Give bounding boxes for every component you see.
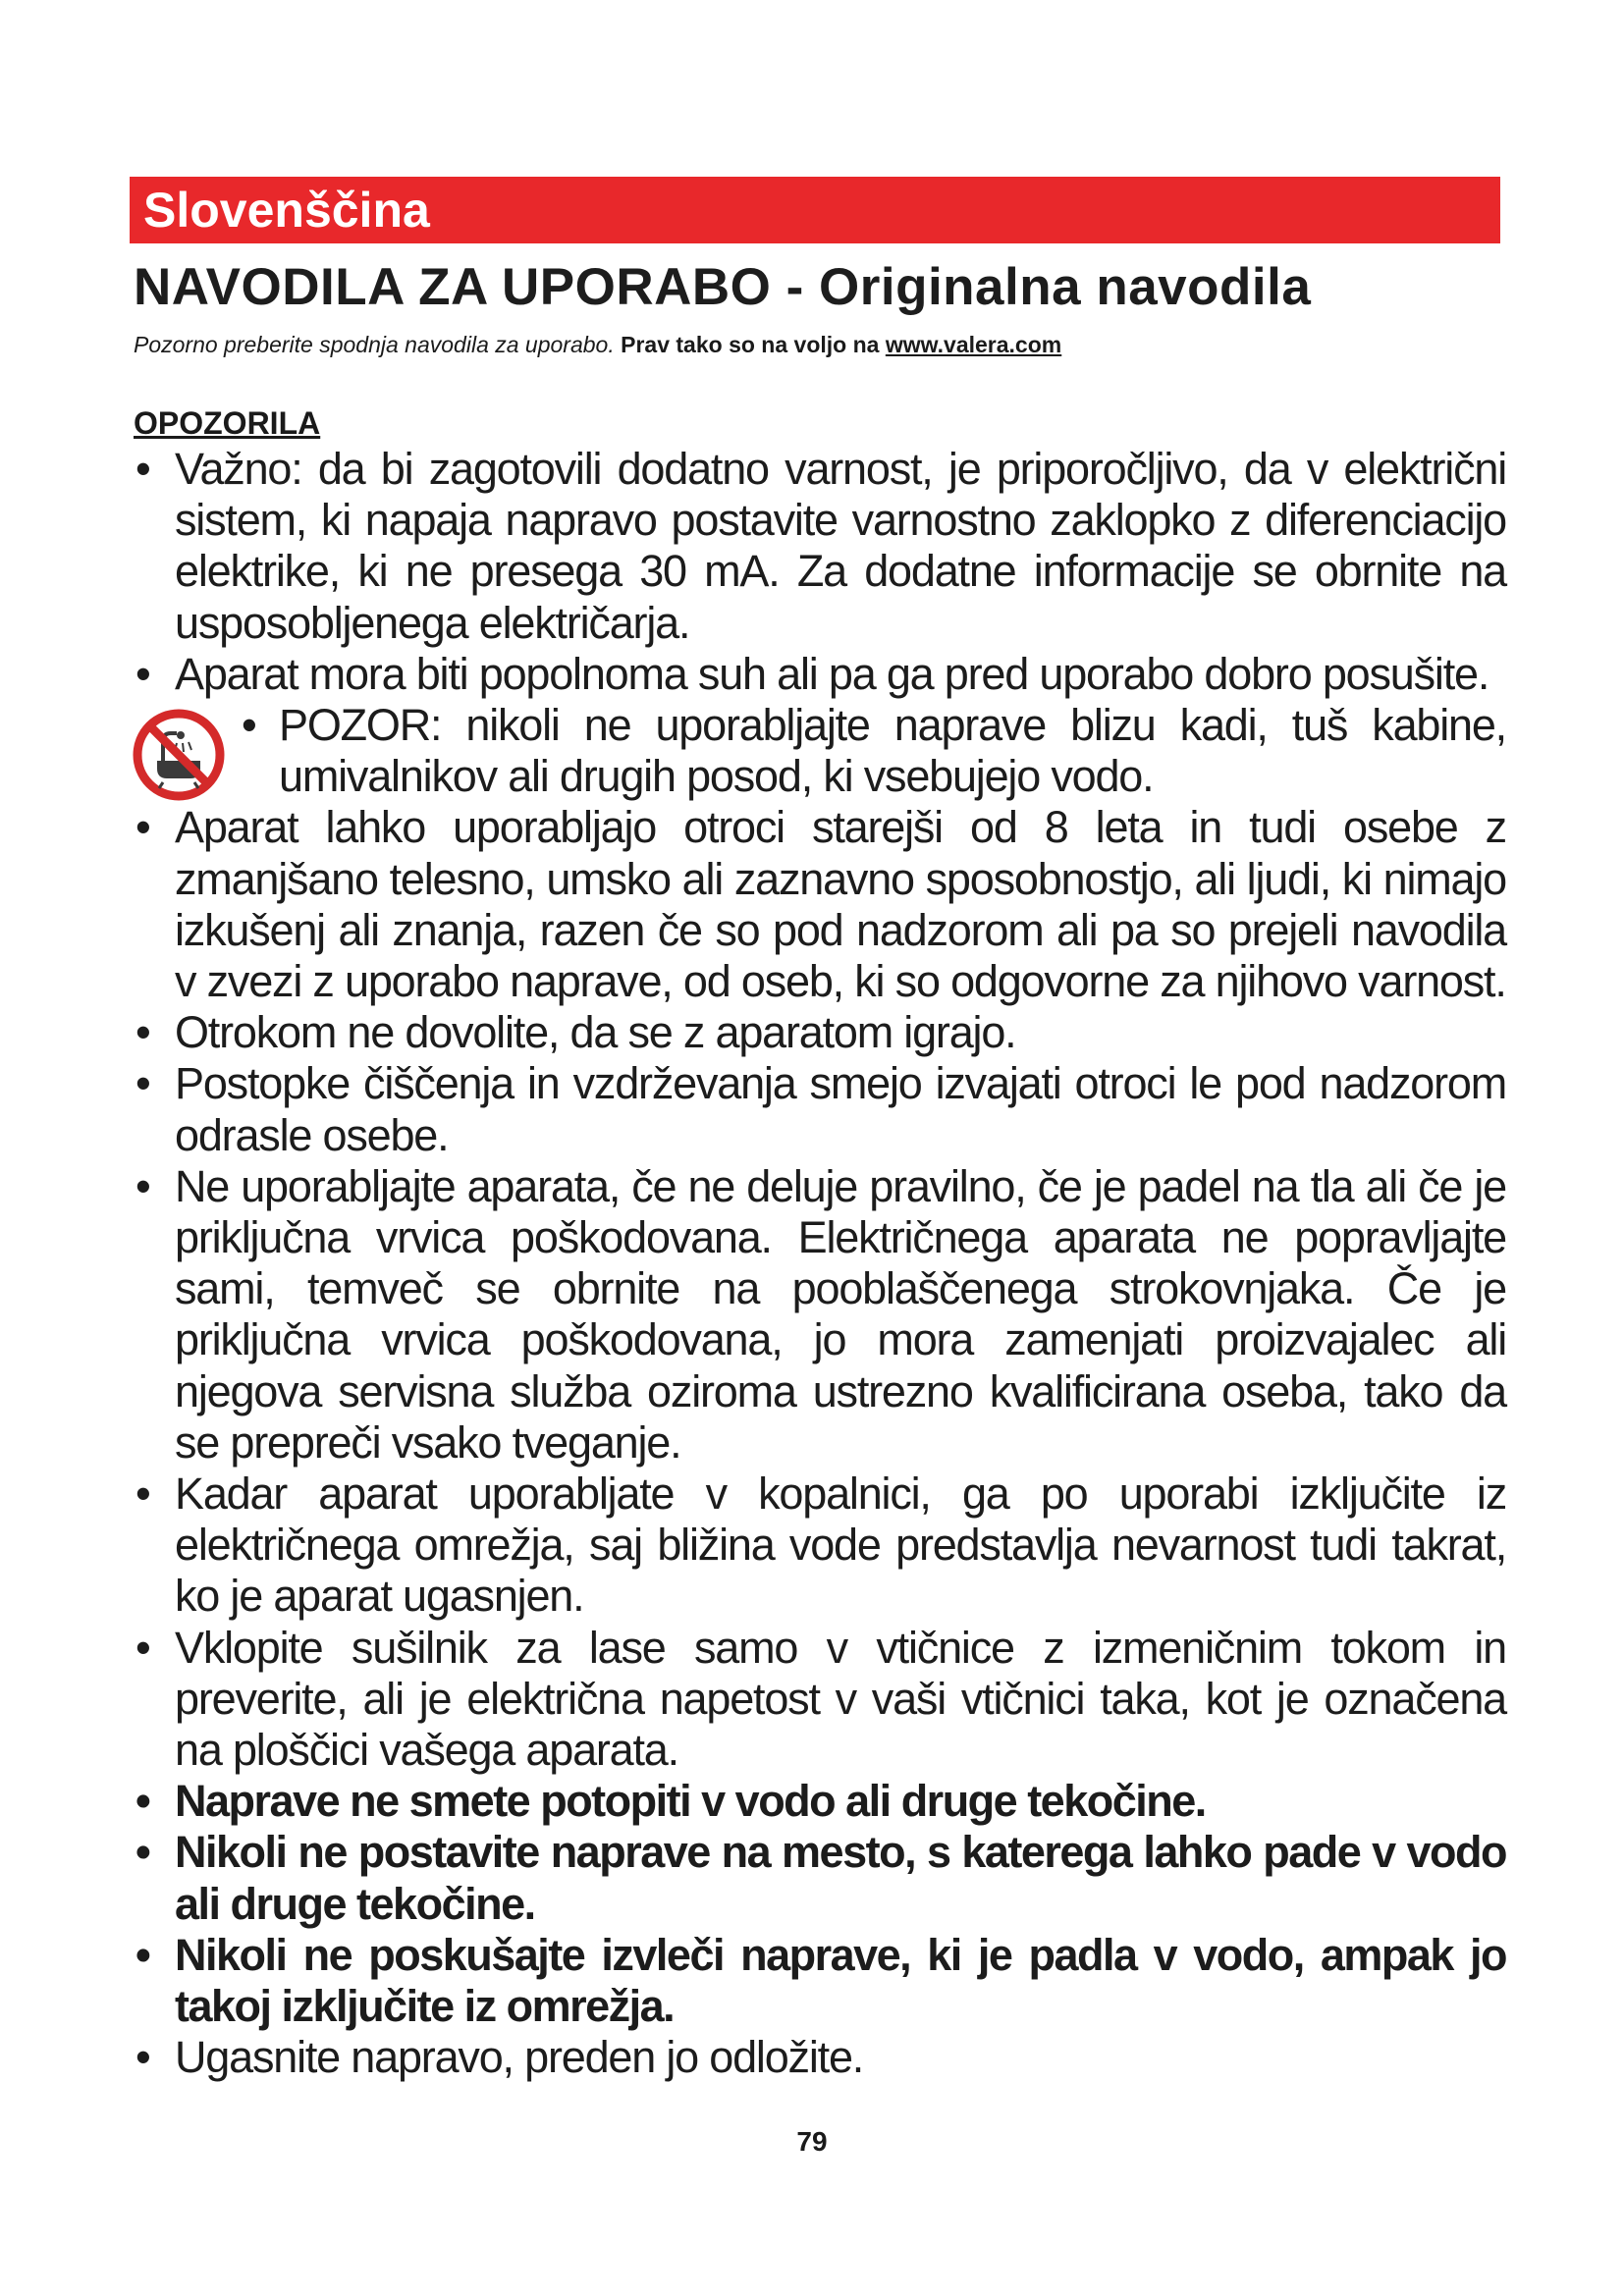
subtitle-availability: Prav tako so na voljo na	[621, 332, 880, 357]
no-water-bath-icon	[130, 706, 228, 804]
warning-item	[134, 2032, 1506, 2083]
bullet-dot: •	[135, 2032, 150, 2083]
bullet-dot: •	[135, 802, 150, 853]
document-title: NAVODILA ZA UPORABO - Originalna navodila	[134, 258, 1312, 316]
warning-text: Kadar aparat uporabljate v kopalnici, ga po uporabi izključite iz električnega omrežja, saj bližina vode predstavlja nevarnost tudi takrat, ko je aparat ugasnjen.	[175, 1468, 1506, 1622]
page-number: 79	[796, 2126, 828, 2157]
bullet-dot: •	[135, 444, 150, 494]
bullet-dot: •	[135, 1468, 150, 1520]
warning-item	[134, 444, 1506, 649]
bullet-dot: •	[135, 1929, 150, 1980]
subtitle	[134, 332, 1061, 358]
warning-text: Nikoli ne postavite naprave na mesto, s katerega lahko pade v vodo ali druge tekočine.	[175, 1827, 1506, 1929]
warning-text: Ugasnite napravo, preden jo odložite.	[175, 2032, 864, 2083]
warning-item	[134, 649, 1506, 700]
warning-item-bold	[134, 1827, 1506, 1929]
language-banner	[130, 177, 1500, 243]
warning-text: Naprave ne smete potopiti v vodo ali druge tekočine.	[175, 1776, 1206, 1827]
bullet-dot: •	[135, 1058, 150, 1109]
warning-text: Ne uporabljajte aparata, če ne deluje pravilno, če je padel na tla ali če je priključna vrvica poškodovana. Električnega aparata ne popravljajte sami, temveč se obrnite na pooblaščenega strokovnjaka. Če je priključna vrvica poškodovana, jo mora zamenjati proizvajalec ali njegova servisna služba oziroma ustrezno kvalificirana oseba, tako da se prepreči vsako tveganje.	[175, 1160, 1506, 1468]
bullet-dot: •	[135, 648, 150, 699]
bullet-dot: •	[135, 1622, 150, 1673]
warnings-heading: OPOZORILA	[134, 405, 321, 441]
warning-text: Aparat lahko uporabljajo otroci starejši od 8 leta in tudi osebe z zmanjšano telesno, umsko ali zaznavno sposobnostjo, ali ljudi, ki nimajo izkušenj ali znanja, razen če so pod nadzorom ali pa so prejeli navodila v zvezi z uporabo naprave, od oseb, ki so odgovorne za njihovo varnost.	[175, 802, 1506, 1007]
bullet-dot: •	[135, 1160, 150, 1211]
website-link[interactable]: www.valera.com	[885, 332, 1062, 357]
warning-item	[134, 1058, 1506, 1160]
bullet-dot: •	[135, 1827, 150, 1878]
warning-text: Važno: da bi zagotovili dodatno varnost, je priporočljivo, da v električni sistem, ki napaja napravo postavite varnostno zaklopko z diferenciacijo elektrike, ki ne presega 30 mA. Za dodatne informacije se obrnite na usposobljenega električarja.	[175, 444, 1506, 648]
warning-text: Otrokom ne dovolite, da se z aparatom igrajo.	[175, 1007, 1016, 1058]
warnings-list	[134, 444, 1506, 2084]
warning-item-bold	[134, 1930, 1506, 2032]
warning-item	[134, 1623, 1506, 1777]
warning-text: Postopke čiščenja in vzdrževanja smejo izvajati otroci le pod nadzorom odrasle osebe.	[175, 1058, 1506, 1160]
bullet-dot: •	[135, 1776, 150, 1827]
subtitle-instruction: Pozorno preberite spodnja navodila za uporabo.	[134, 332, 615, 357]
bullet-dot: •	[135, 1007, 150, 1058]
warning-text: POZOR: nikoli ne uporabljajte naprave blizu kadi, tuš kabine, umivalnikov ali drugih posod, ki vsebujejo vodo.	[279, 700, 1506, 802]
warning-text: Nikoli ne poskušajte izvleči naprave, ki je padla v vodo, ampak jo takoj izključite iz omrežja.	[175, 1929, 1506, 2032]
warning-item-water	[134, 700, 1506, 802]
warning-item	[134, 1468, 1506, 1623]
warning-text: Vklopite sušilnik za lase samo v vtičnice z izmeničnim tokom in preverite, ali je električna napetost v vaši vtičnici taka, kot je označena na ploščici vašega aparata.	[175, 1622, 1506, 1776]
warning-item-bold	[134, 1776, 1506, 1827]
bullet-dot: •	[242, 700, 256, 751]
warning-item	[134, 1007, 1506, 1058]
warning-item	[134, 802, 1506, 1007]
warning-text: Aparat mora biti popolnoma suh ali pa ga pred uporabo dobro posušite.	[175, 648, 1489, 699]
warning-item	[134, 1161, 1506, 1468]
language-label: Slovenščina	[143, 183, 430, 238]
